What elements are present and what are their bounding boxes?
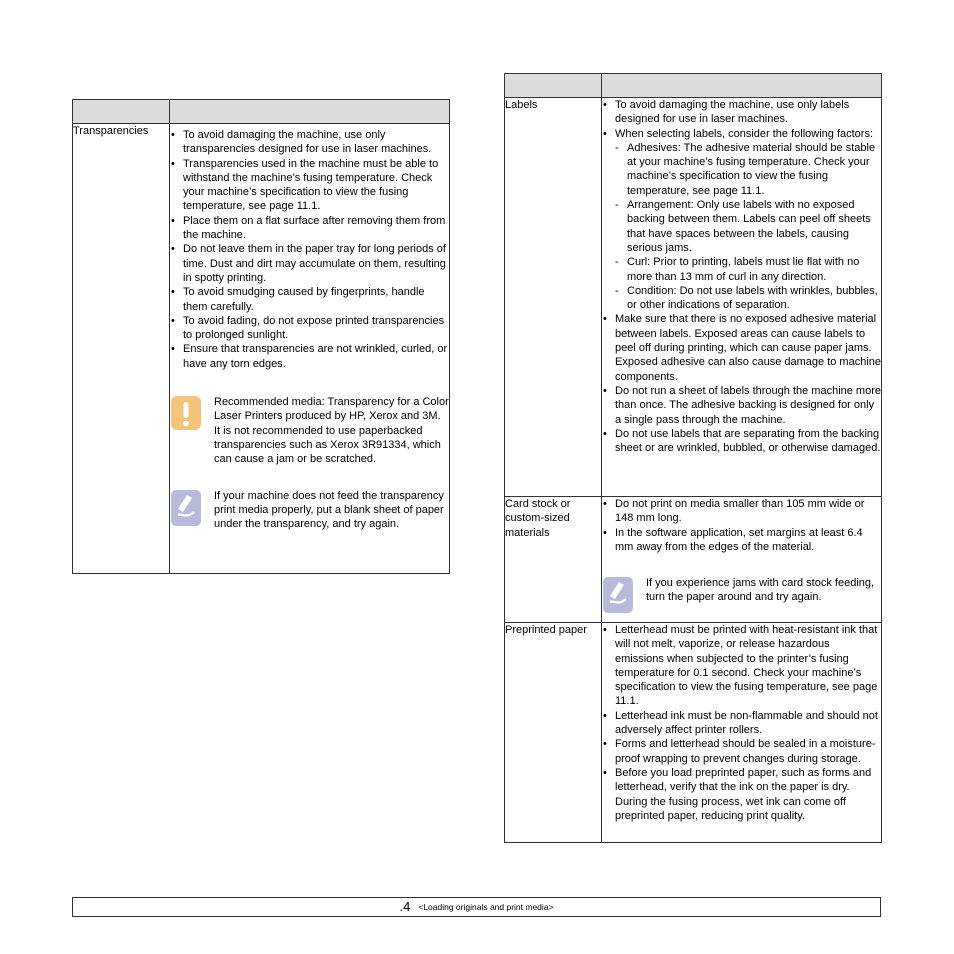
list-item: • Before you load preprinted paper, such as forms and letterhead, verify that the ink on the paper is dry. During the fusing process, wet ink can come off preprinted paper, reducing print quality. — [602, 766, 881, 823]
guideline-list — [170, 128, 449, 371]
list-item: • Transparencies used in the machine must be able to withstand the machine’s fusing temperature. Check your machine’s specification to view the fusing temperature, see page 11.1. — [170, 157, 449, 214]
list-item: • Do not run a sheet of labels through the machine more than once. The adhesive backing is designed for only a single pass through the machine. — [602, 384, 881, 427]
guidelines-cell — [602, 98, 882, 497]
header-cell-type — [505, 74, 602, 98]
list-item: - Arrangement: Only use labels with no exposed backing between them. Labels can peel off sheets that have spaces between the labels, causing serious jams. — [615, 198, 881, 255]
list-item: • Forms and letterhead should be sealed in a moisture-proof wrapping to prevent changes during storage. — [602, 737, 881, 766]
list-item: - Condition: Do not use labels with wrinkles, bubbles, or other indications of separation. — [615, 284, 881, 313]
list-item: - Curl: Prior to printing, labels must lie flat with no more than 13 mm of curl in any direction. — [615, 255, 881, 284]
page-number: .4 — [399, 898, 411, 914]
guideline-list — [602, 623, 881, 823]
caution-box — [170, 395, 449, 466]
list-item: • Ensure that transparencies are not wrinkled, curled, or have any torn edges. — [170, 342, 449, 371]
page-footer — [72, 897, 881, 917]
note-icon — [170, 489, 214, 532]
list-item: - Adhesives: The adhesive material should be stable at your machine’s fusing temperature. Check your machine’s specification to view the fusing temperature, see page 11.1. — [615, 141, 881, 198]
list-item: • To avoid fading, do not expose printed transparencies to prolonged sunlight. — [170, 314, 449, 343]
table-row — [505, 623, 882, 843]
list-item: • Letterhead must be printed with heat-resistant ink that will not melt, vaporize, or release hazardous emissions when subjected to the printer’s fusing temperature for 0.1 second. Check your machine’s specification to view the fusing temperature, see page 11.1. — [602, 623, 881, 709]
header-cell-guidelines — [602, 74, 882, 98]
note-text: If you experience jams with card stock feeding, turn the paper around and try again. — [646, 577, 875, 604]
caution-icon — [170, 395, 214, 466]
list-item: • Letterhead ink must be non-flammable and should not adversely affect printer rollers. — [602, 709, 881, 738]
caution-text: Recommended media: Transparency for a Color Laser Printers produced by HP, Xerox and 3M. It is not recommended to use paperbacked transparencies such as Xerox 3R91334, which can cause a jam or be scratched. — [214, 396, 449, 466]
guidelines-cell — [602, 497, 882, 623]
header-cell-type — [73, 100, 170, 124]
list-item: • To avoid smudging caused by fingerprints, handle them carefully. — [170, 285, 449, 314]
list-item: • Place them on a flat surface after removing them from the machine. — [170, 214, 449, 243]
media-type-cell: Labels — [505, 98, 602, 497]
media-type-cell: Transparencies — [73, 124, 170, 574]
media-type-cell: Preprinted paper — [505, 623, 602, 843]
factor-list — [615, 141, 881, 313]
note-box — [602, 576, 881, 618]
note-text: If your machine does not feed the transparency print media properly, put a blank sheet of paper under the transparency, and try again. — [214, 489, 444, 531]
list-item: • Do not print on media smaller than 105 mm wide or 148 mm long. — [602, 497, 881, 526]
list-item — [602, 127, 881, 313]
table-header-row — [505, 74, 882, 98]
media-type-cell: Card stock or custom-sized materials — [505, 497, 602, 623]
table-row — [505, 98, 882, 497]
guidelines-cell — [170, 124, 450, 574]
note-box — [170, 489, 449, 532]
table-header-row — [73, 100, 450, 124]
guideline-list — [602, 497, 881, 554]
header-cell-guidelines — [170, 100, 450, 124]
table-row — [73, 124, 450, 574]
guideline-list — [602, 98, 881, 455]
guidelines-cell — [602, 623, 882, 843]
left-media-table — [72, 99, 450, 574]
right-media-table — [504, 73, 882, 843]
list-item: • To avoid damaging the machine, use only labels designed for use in laser machines. — [602, 98, 881, 127]
chapter-title: <Loading originals and print media> — [418, 901, 554, 912]
list-item: • Do not use labels that are separating from the backing sheet or are wrinkled, bubbled, or otherwise damaged. — [602, 427, 881, 456]
list-item: • To avoid damaging the machine, use only transparencies designed for use in laser machines. — [170, 128, 449, 157]
list-item-text: When selecting labels, consider the following factors: — [615, 127, 874, 140]
list-item: • Make sure that there is no exposed adhesive material between labels. Exposed areas can cause labels to peel off during printing, which can cause paper jams. Exposed adhesive can also cause damage to machine components. — [602, 312, 881, 383]
list-item: • Do not leave them in the paper tray for long periods of time. Dust and dirt may accumulate on them, resulting in spotty printing. — [170, 242, 449, 285]
note-icon — [602, 576, 646, 618]
list-item: • In the software application, set margins at least 6.4 mm away from the edges of the material. — [602, 526, 881, 555]
table-row — [505, 497, 882, 623]
